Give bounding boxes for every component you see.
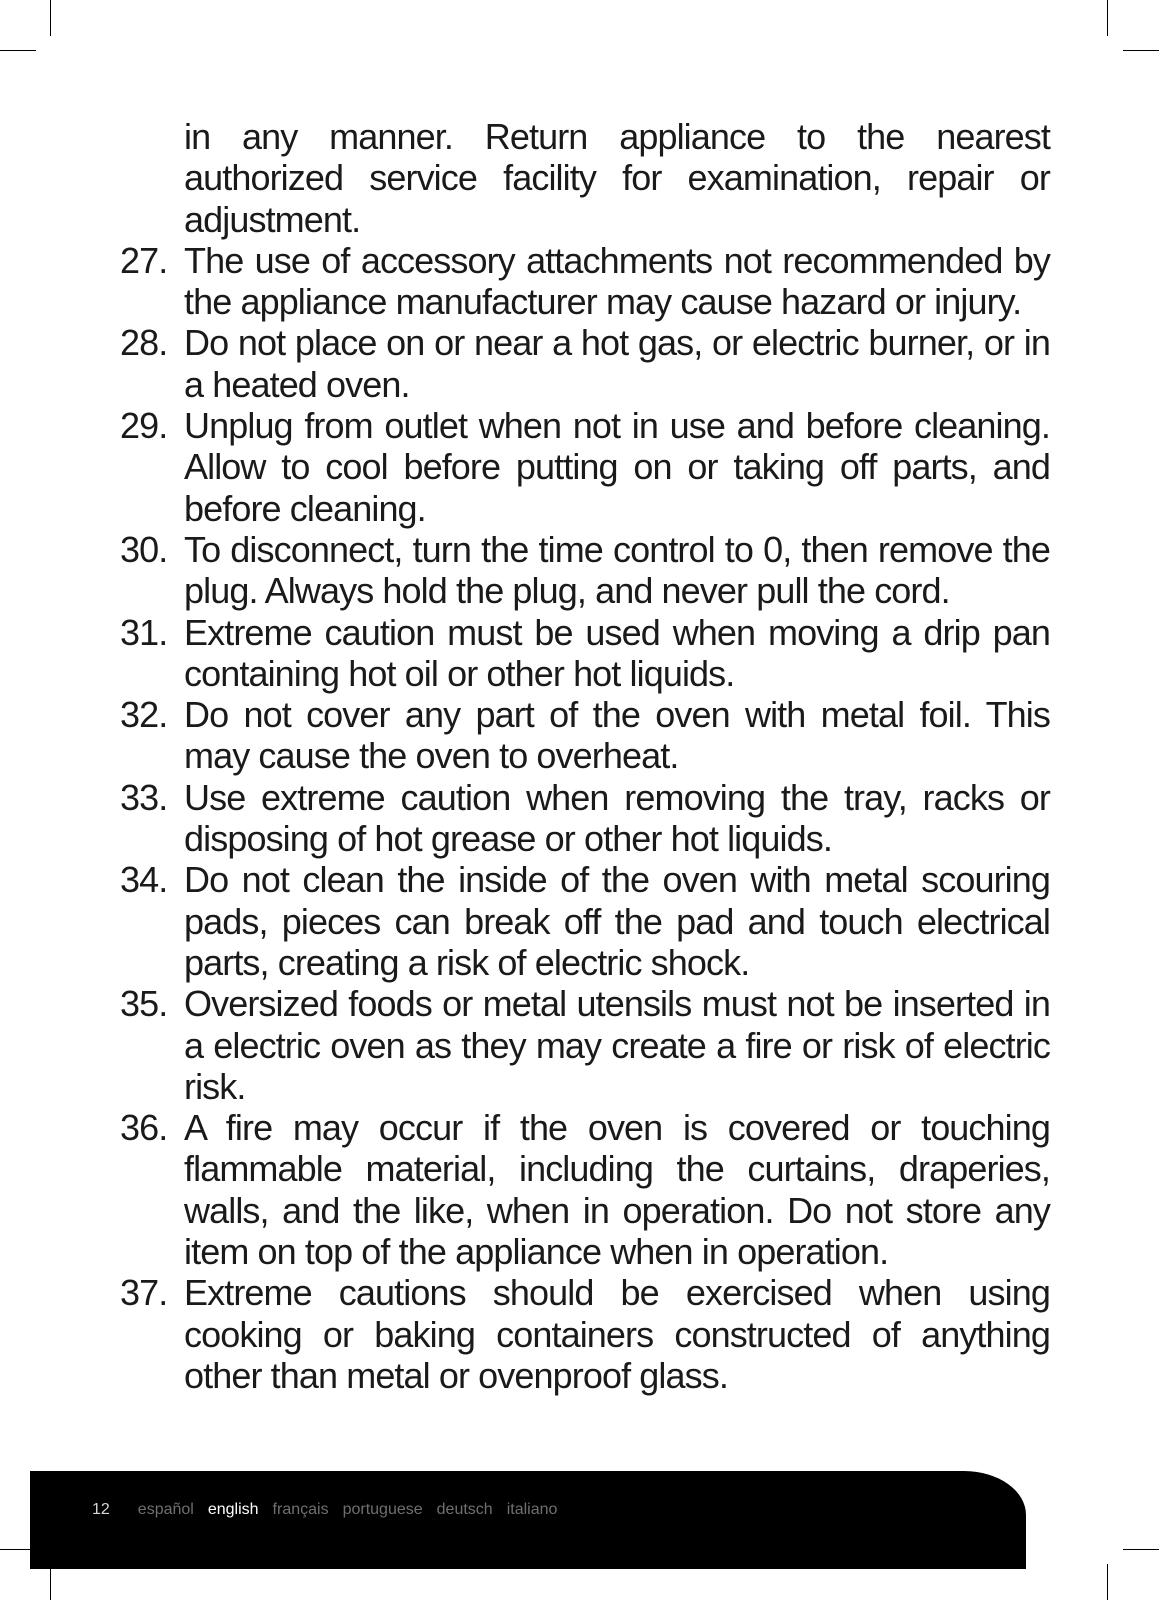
list-item-number: 35. <box>120 983 168 1025</box>
list-item-text: The use of accessory attachments not recommended by the appliance manufacturer may cause hazard or injury. <box>184 239 1050 323</box>
language-list <box>138 1501 572 1519</box>
list-item-text: Do not place on or near a hot gas, or electric burner, or in a heated oven. <box>184 322 1050 405</box>
list-item-number: 36. <box>120 1107 168 1149</box>
list-item <box>120 777 1050 860</box>
list-item <box>120 322 1050 405</box>
crop-mark-top-left-h <box>0 50 36 51</box>
list-item-text: To disconnect, turn the time control to 0, then remove the plug. Always hold the plug, and never pull the cord. <box>184 528 1050 612</box>
list-item-text: Do not clean the inside of the oven with metal scouring pads, pieces can break off the pad and touch electrical parts, creating a risk of electric shock. <box>184 859 1050 983</box>
list-item <box>120 859 1050 983</box>
list-item-number: 32. <box>120 694 168 736</box>
continuation-paragraph: in any manner. Return appliance to the nearest authorized service facility for examination, repair or adjustment. <box>184 116 1050 240</box>
footer-row <box>92 1501 571 1519</box>
crop-mark-bottom-right-h <box>1123 1549 1159 1550</box>
list-item <box>120 1107 1050 1272</box>
list-item <box>120 694 1050 777</box>
list-item <box>120 612 1050 695</box>
list-item-text: A fire may occur if the oven is covered or touching flammable material, including the curtains, draperies, walls, and the like, when in operation. Do not store any item on top of the appliance when in operation. <box>184 1107 1050 1273</box>
list-item-text: Oversized foods or metal utensils must not be inserted in a electric oven as they may create a fire or risk of electric risk. <box>184 983 1050 1107</box>
list-item-number: 33. <box>120 776 168 818</box>
crop-mark-top-right-h <box>1123 50 1159 51</box>
crop-mark-bottom-right <box>1107 1564 1108 1600</box>
list-item <box>120 983 1050 1107</box>
numbered-list <box>120 240 1050 1396</box>
language-link-0[interactable]: español <box>137 1501 194 1518</box>
list-item <box>120 240 1050 323</box>
language-link-5[interactable]: italiano <box>506 1501 558 1518</box>
language-link-2[interactable]: français <box>272 1501 329 1518</box>
list-item <box>120 405 1050 529</box>
list-item-number: 37. <box>120 1272 168 1314</box>
language-link-3[interactable]: portuguese <box>342 1501 423 1518</box>
list-item <box>120 529 1050 612</box>
list-item-number: 29. <box>120 405 168 447</box>
crop-mark-top-left <box>50 0 51 36</box>
page-number: 12 <box>92 1501 110 1518</box>
list-item-text: Unplug from outlet when not in use and before cleaning. Allow to cool before putting on or taking off parts, and before cleaning. <box>184 405 1050 529</box>
list-item-text: Use extreme caution when removing the tray, racks or disposing of hot grease or other hot liquids. <box>184 776 1050 860</box>
list-item-text: Extreme cautions should be exercised when using cooking or baking containers constructed of anything other than metal or ovenproof glass. <box>184 1272 1050 1396</box>
list-item-text: Do not cover any part of the oven with metal foil. This may cause the oven to overheat. <box>184 694 1050 777</box>
list-item-number: 30. <box>120 528 168 570</box>
list-item-number: 27. <box>120 239 168 281</box>
crop-mark-top-right <box>1107 0 1108 36</box>
language-link-1[interactable]: english <box>207 1501 259 1518</box>
list-item-number: 28. <box>120 322 168 364</box>
footer-bar <box>30 1471 1026 1569</box>
language-link-4[interactable]: deutsch <box>436 1501 493 1518</box>
list-item-number: 31. <box>120 611 168 653</box>
list-item-text: Extreme caution must be used when moving a drip pan containing hot oil or other hot liquids. <box>184 611 1050 694</box>
safety-instructions <box>120 116 1050 1396</box>
crop-mark-bottom-left <box>50 1564 51 1600</box>
list-item <box>120 1272 1050 1396</box>
list-item-number: 34. <box>120 859 168 901</box>
